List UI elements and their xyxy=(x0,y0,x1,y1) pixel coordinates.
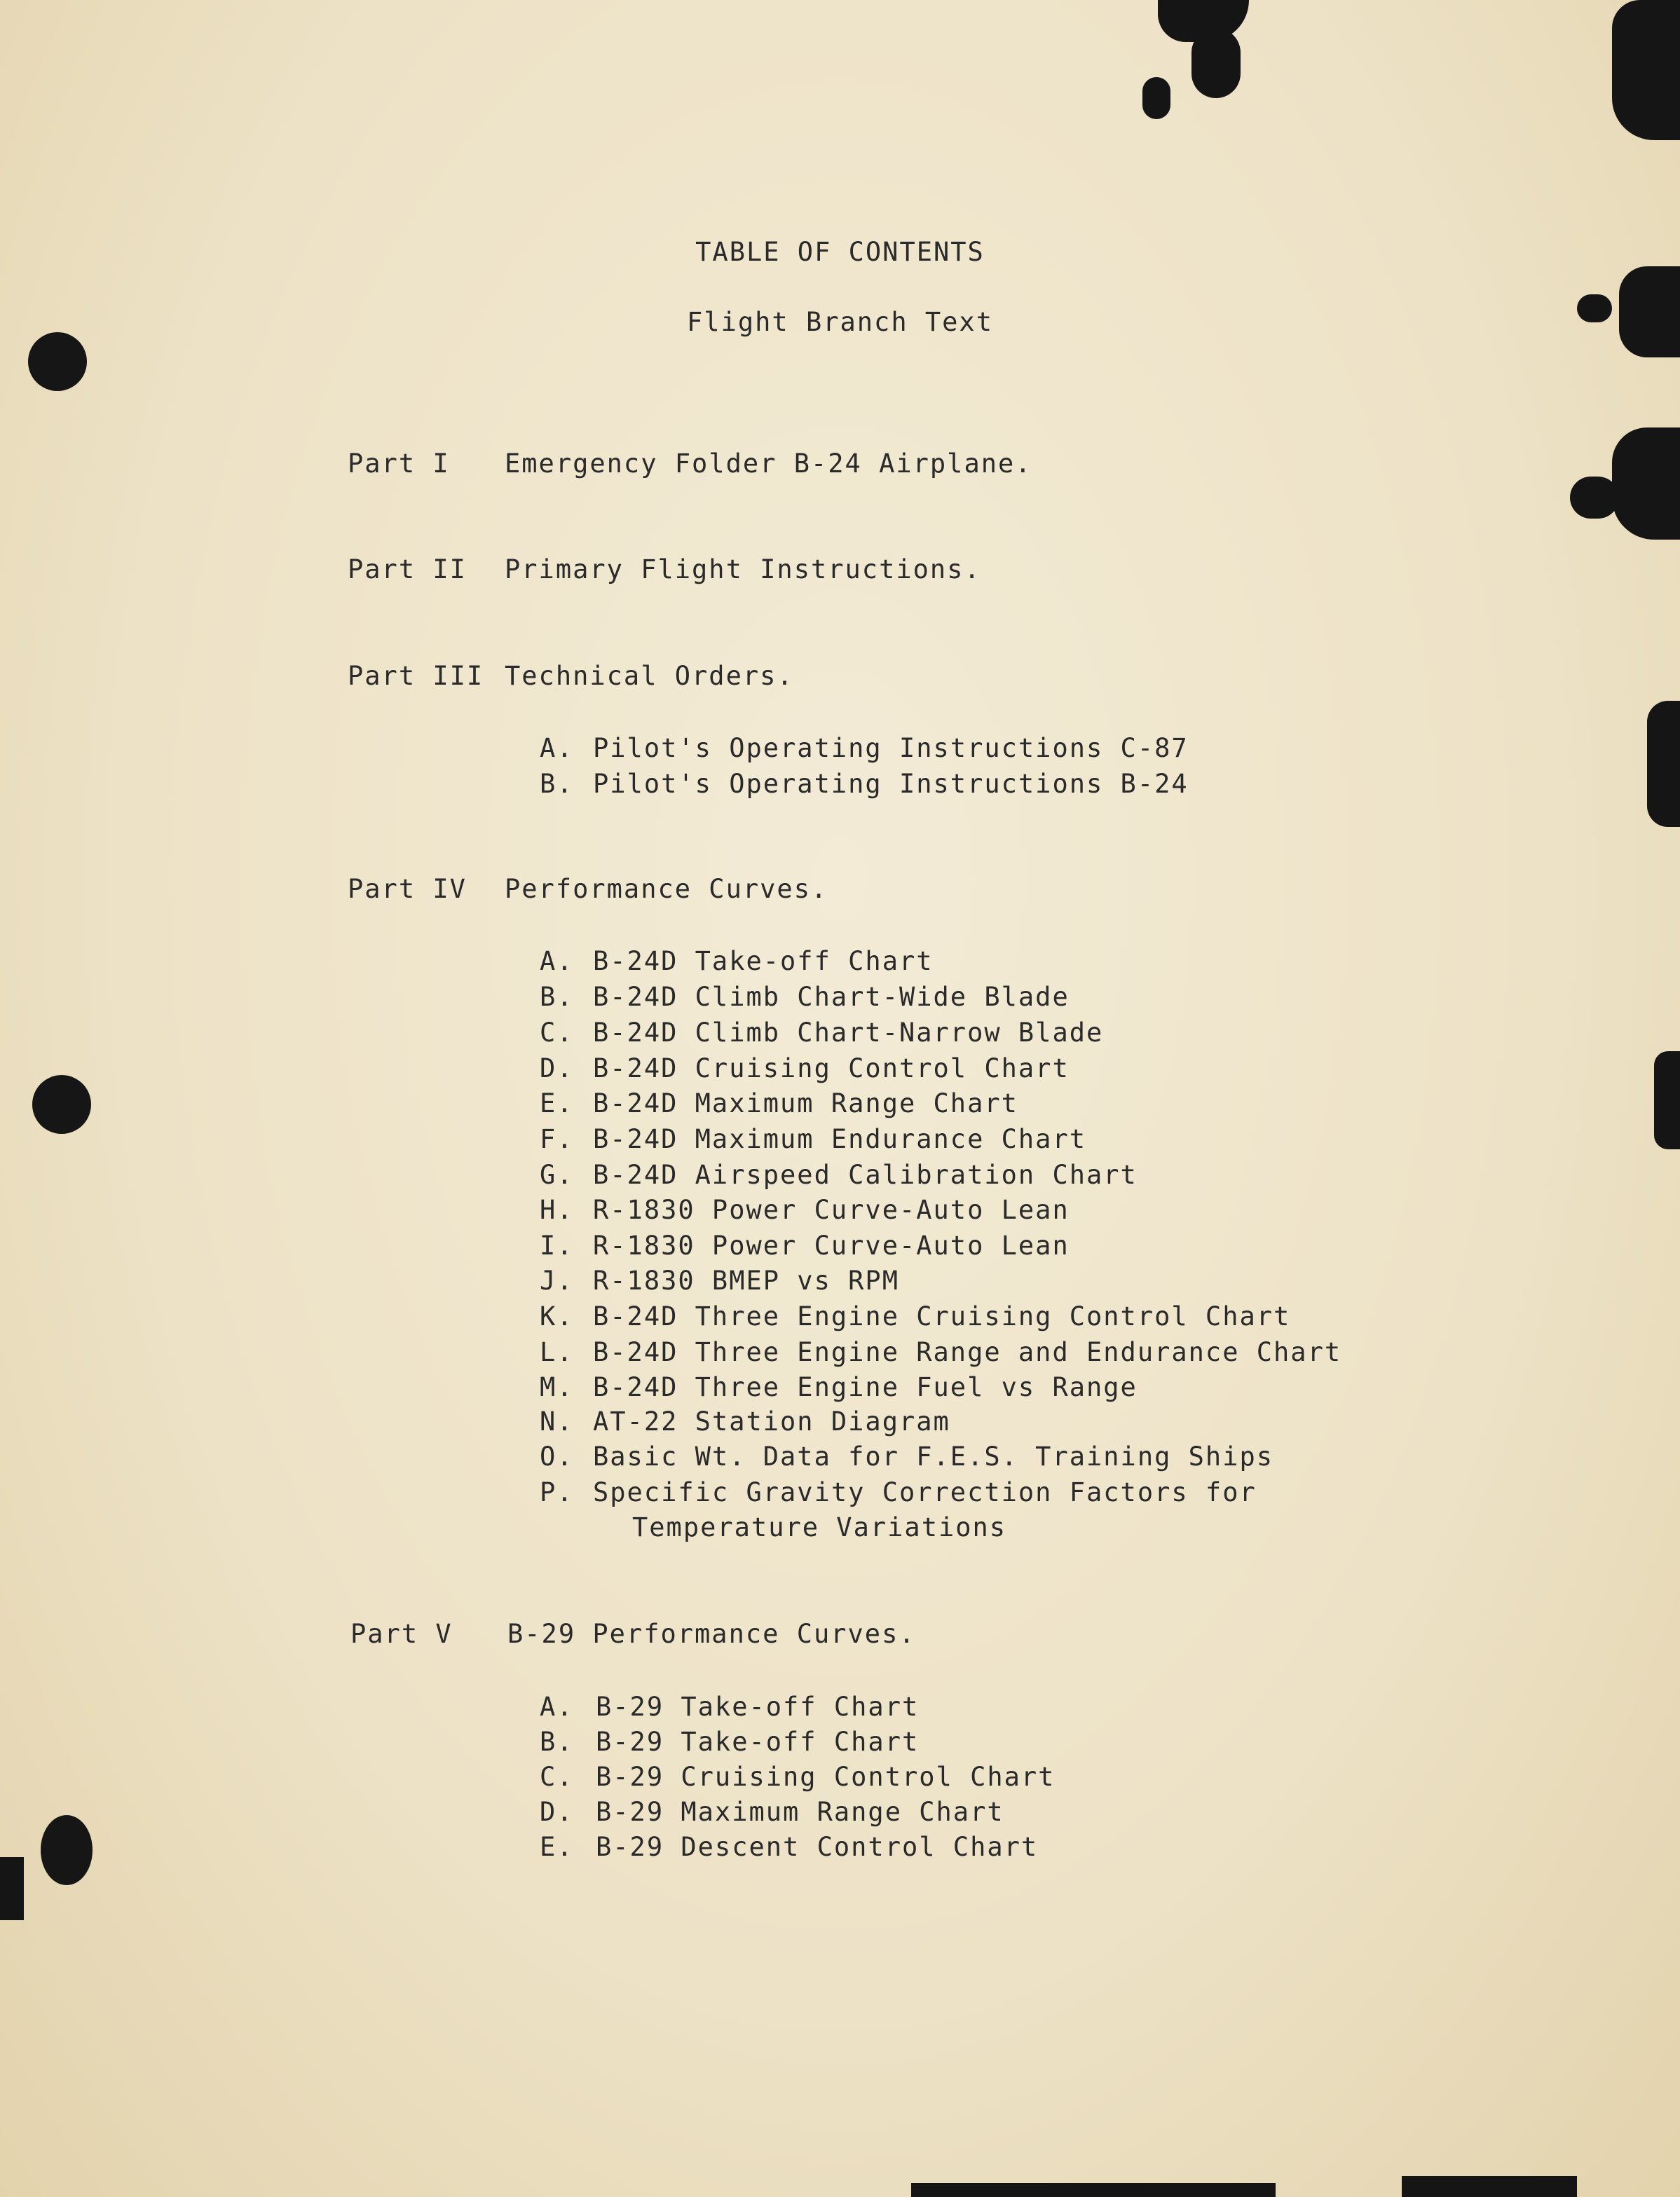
item-text: Specific Gravity Correction Factors for xyxy=(593,1477,1257,1507)
item-letter: B. xyxy=(540,982,574,1012)
item-letter: J. xyxy=(540,1266,574,1296)
item-letter: C. xyxy=(540,1018,574,1048)
item-text: AT-22 Station Diagram xyxy=(593,1407,950,1437)
item-letter: P. xyxy=(540,1477,574,1507)
item-letter: I. xyxy=(540,1231,574,1261)
edge-damage xyxy=(1570,477,1619,519)
part-title: Performance Curves. xyxy=(505,874,828,904)
item-text: B-29 Take-off Chart xyxy=(596,1727,920,1757)
item-letter: A. xyxy=(540,946,574,976)
part-number: Part I xyxy=(348,449,450,479)
edge-damage xyxy=(1647,701,1680,827)
edge-damage xyxy=(1612,0,1680,140)
item-letter: O. xyxy=(540,1442,574,1472)
edge-damage xyxy=(1142,77,1170,119)
part-title: Primary Flight Instructions. xyxy=(505,554,981,584)
item-letter: E. xyxy=(540,1088,574,1118)
document-subtitle: Flight Branch Text xyxy=(687,307,993,337)
item-letter: K. xyxy=(540,1301,574,1332)
item-letter: D. xyxy=(540,1797,574,1827)
item-text: B-24D Cruising Control Chart xyxy=(593,1053,1070,1083)
punch-hole-top xyxy=(28,332,87,391)
item-letter: D. xyxy=(540,1053,574,1083)
item-text: B-24D Three Engine Range and Endurance Chart xyxy=(593,1337,1342,1367)
item-text: R-1830 Power Curve-Auto Lean xyxy=(593,1231,1070,1261)
item-text: B-24D Climb Chart-Wide Blade xyxy=(593,982,1070,1012)
item-text: B-29 Cruising Control Chart xyxy=(596,1762,1056,1792)
part-number: Part III xyxy=(348,661,484,691)
item-text: B-24D Three Engine Cruising Control Chart xyxy=(593,1301,1291,1332)
item-text: Pilot's Operating Instructions B-24 xyxy=(593,769,1189,799)
part-title: B-29 Performance Curves. xyxy=(507,1619,916,1649)
edge-damage xyxy=(1191,28,1241,98)
edge-damage xyxy=(1402,2176,1577,2197)
item-text: B-24D Airspeed Calibration Chart xyxy=(593,1160,1138,1190)
item-text: B-24D Maximum Range Chart xyxy=(593,1088,1018,1118)
item-letter: B. xyxy=(540,1727,574,1757)
part-title: Technical Orders. xyxy=(505,661,794,691)
part-number: Part IV xyxy=(348,874,467,904)
edge-damage xyxy=(1654,1051,1680,1149)
item-letter: E. xyxy=(540,1832,574,1862)
item-letter: H. xyxy=(540,1195,574,1225)
item-letter: N. xyxy=(540,1407,574,1437)
edge-damage xyxy=(1612,427,1680,540)
item-letter: G. xyxy=(540,1160,574,1190)
item-text: B-24D Climb Chart-Narrow Blade xyxy=(593,1018,1104,1048)
item-text-continuation: Temperature Variations xyxy=(632,1512,1007,1542)
item-letter: M. xyxy=(540,1372,574,1402)
document-title: TABLE OF CONTENTS xyxy=(695,237,985,267)
item-text: Pilot's Operating Instructions C-87 xyxy=(593,733,1189,763)
item-text: R-1830 BMEP vs RPM xyxy=(593,1266,899,1296)
item-letter: F. xyxy=(540,1124,574,1154)
punch-hole-bottom xyxy=(41,1815,93,1885)
item-text: R-1830 Power Curve-Auto Lean xyxy=(593,1195,1070,1225)
item-letter: A. xyxy=(540,1692,574,1722)
edge-damage xyxy=(911,2183,1276,2197)
item-text: Basic Wt. Data for F.E.S. Training Ships xyxy=(593,1442,1274,1472)
item-text: B-24D Take-off Chart xyxy=(593,946,934,976)
punch-hole-middle xyxy=(32,1075,91,1134)
item-text: B-29 Descent Control Chart xyxy=(596,1832,1039,1862)
part-number: Part V xyxy=(350,1619,453,1649)
item-letter: L. xyxy=(540,1337,574,1367)
part-title: Emergency Folder B-24 Airplane. xyxy=(505,449,1032,479)
item-letter: A. xyxy=(540,733,574,763)
item-text: B-24D Three Engine Fuel vs Range xyxy=(593,1372,1138,1402)
part-number: Part II xyxy=(348,554,467,584)
item-text: B-24D Maximum Endurance Chart xyxy=(593,1124,1087,1154)
item-letter: C. xyxy=(540,1762,574,1792)
item-text: B-29 Maximum Range Chart xyxy=(596,1797,1004,1827)
item-text: B-29 Take-off Chart xyxy=(596,1692,920,1722)
edge-damage xyxy=(0,1857,24,1920)
item-letter: B. xyxy=(540,769,574,799)
